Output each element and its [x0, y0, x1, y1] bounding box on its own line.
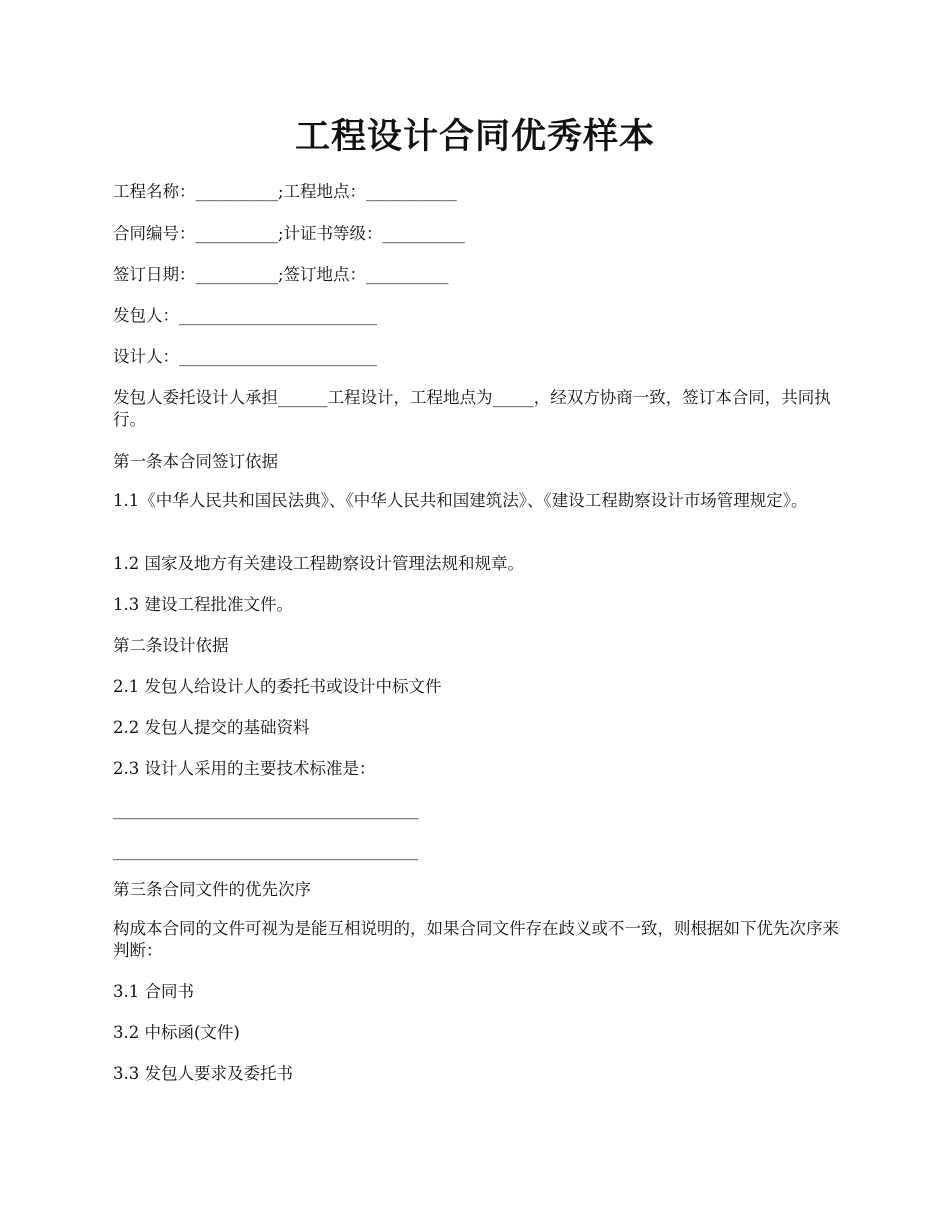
priority-paragraph: 构成本合同的文件可视为是能互相说明的，如果合同文件存在歧义或不一致，则根据如下优先次序来判断：	[113, 919, 839, 960]
article-3-heading: 第三条合同文件的优先次序	[113, 880, 311, 899]
blank-line-2: _____________________________________	[113, 841, 419, 860]
document-title: 工程设计合同优秀样本	[294, 116, 655, 157]
clause-2-3: 2.3 设计人采用的主要技术标准是：	[113, 759, 376, 778]
article-2-heading: 第二条设计依据	[113, 636, 229, 655]
clause-1-3: 1.3 建设工程批准文件。	[113, 595, 293, 614]
designer-line: 设计人：________________________	[113, 347, 377, 366]
signing-date-place-line: 签订日期：__________;签订地点：__________	[113, 265, 449, 284]
clause-1-2: 1.2 国家及地方有关建设工程勘察设计管理法规和规章。	[113, 554, 524, 573]
clause-2-2: 2.2 发包人提交的基础资料	[113, 718, 310, 737]
project-name-location-line: 工程名称：__________;工程地点：___________	[113, 182, 457, 201]
article-1-heading: 第一条本合同签订依据	[113, 452, 278, 471]
blank-line-1: _____________________________________	[113, 800, 419, 819]
intro-paragraph: 发包人委托设计人承担______工程设计，工程地点为_____，经双方协商一致，签订本合同，共同执行。	[113, 388, 831, 429]
clause-1-1: 1.1《中华人民共和国民法典》、《中华人民共和国建筑法》、《建设工程勘察设计市场管理规定》。	[113, 491, 808, 510]
client-line: 发包人：________________________	[113, 306, 377, 325]
contract-number-cert-line: 合同编号：__________;计证书等级：__________	[113, 224, 466, 243]
clause-3-2: 3.2 中标函(文件)	[113, 1023, 240, 1042]
clause-2-1: 2.1 发包人给设计人的委托书或设计中标文件	[113, 677, 442, 696]
clause-3-3: 3.3 发包人要求及委托书	[113, 1064, 293, 1083]
clause-3-1: 3.1 合同书	[113, 982, 194, 1001]
